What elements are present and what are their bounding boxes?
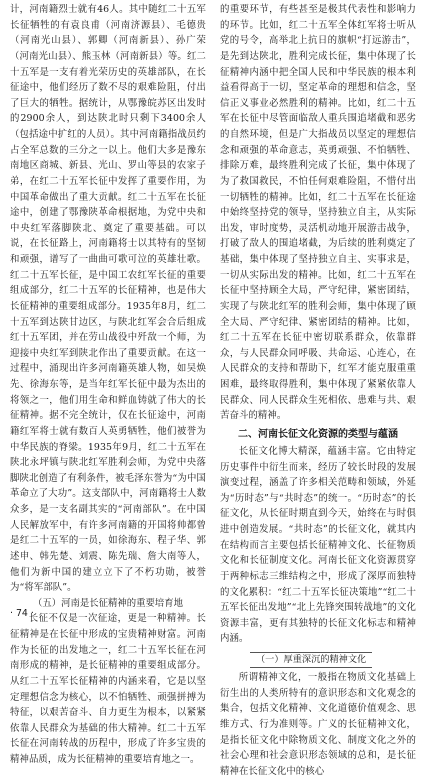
body-paragraph: 所谓精神文化，一般指在物质文化基础上衍生出的人类所特有的意识形态和文化观念的集合，包括文化精神、文化道德价值观念、思维方式、行为准则等。广义的长征精神文化，是指长征文化中除物质文化、制度文化之外的社会心理和社会意识形态领域的总和，是长征精神在长征文化中的核心 <box>220 672 416 777</box>
body-paragraph: 长征不仅是一次征途，更是一种精神。长征精神是在长征中形成的宝贵精神财富。河南作为长征的出发地之一，红二十五军长征在河南形成的精神，是长征精神的重要组成部分。从红二十五军长征精神的内涵来看，它是以坚定理想信念为核心，以不怕牺牲、顽强拼搏为特征，以艰苦奋斗、自力更生为根本，以紧紧依靠人民群众为基础的伟大精神。红二十五军长征在河南转战的历程中，形成了许多宝贵的精神品质，成为长征精神的重要培育地之一。 <box>10 613 206 765</box>
section-heading: 二、河南长征文化资源的类型与蕴涵 <box>238 428 398 440</box>
subsection-heading: （一）厚重深沉的精神文化 <box>250 652 372 668</box>
page-number: · 74 · <box>10 608 34 619</box>
body-paragraph: 长征文化博大精深，蕴涵丰富。它由特定历史事件中衍生而来，经历了较长时段的发展演变过程，涵盖了许多相关范畴和领域，外延为“历时态”与“共时态”的统一。“历时态”的长征文化，从长征时期直到今天，始终在与时俱进中创造发展。“共时态”的长征文化，就其内在结构而言主要包括长征精神文化、长征物质文化和长征制度文化。河南长征文化资源贯穿于两种标志三维结构之中，形成了深厚而独特的文化累积：“红二十五军长征决策地”“红二十五军长征出发地”“北上先锋突围转战地”的文化资源丰富，更有其独特的长征文化标志和精神内涵。 <box>220 445 416 645</box>
left-column <box>10 2 206 768</box>
section-subheading: （五）河南是长征精神的重要培育地 <box>32 597 183 609</box>
body-paragraph: 的重要环节，有些甚至是极其代表性和影响力的环节。比如，红二十五军全体红军将士听从党的号令，高举北上抗日的旗帜“打远游击”，是先到达陕北，胜利完成长征，集中体现了长征精神内涵中把全国人民和中华民族的根本利益看得高于一切，坚定革命的理想和信念，坚信正义事业必然胜利的精神。比如，红二十五军在长征中尽管面临敌人重兵围追堵截和恶劣的自然环境，但是广大指战员以坚定的理想信念和顽强的革命意志，英勇顽强、不怕牺牲、排除万难，最终胜利完成了长征，集中体现了为了救国救民，不怕任何艰难险阻，不惜付出一切牺牲的精神。比如，红二十五军在长征途中始终坚持党的领导，坚持独立自主，从实际出发，审时度势，灵活机动地开展游击战争，打破了敌人的围追堵截，为后续的胜利奠定了基础，集中体现了坚持独立自主、实事求是，一切从实际出发的精神。比如，红二十五军在长征中坚持顾全大局，严守纪律，紧密团结，实现了与陕北红军的胜利会师，集中体现了顾全大局、严守纪律、紧密团结的精神。比如，红二十五军在长征中密切联系群众，依靠群众，与人民群众同呼吸、共命运、心连心，在人民群众的支持和帮助下，红军才能克服重重困难，最终取得胜利，集中体现了紧紧依靠人民群众、同人民群众生死相依、患难与共、艰苦奋斗的精神。 <box>220 4 416 422</box>
body-paragraph: 计，河南籍烈士就有46人。其中随红二十五军长征牺牲的有袁良甫（河南济源县）、毛德贵（河南光山县）、郭卿（河南新县）、孙广荣（河南光山县）、熊玉林（河南新县）等。红二十五军是一支有着光荣历史的英雄部队，在长征途中，他们经历了数不尽的艰难险阻，付出了巨大的牺牲。据统计，从鄂豫皖苏区出发时的2900余人，到达陕北时只剩下3400余人（包括途中扩红的人员）。其中河南籍指战员约占全军总数的三分之一以上。他们大多是豫东南地区商城、新县、光山、罗山等县的农家子弟，在红二十五军长征中发挥了重要作用，为中国革命做出了重大贡献。红二十五军在长征途中，创建了鄂豫陕革命根据地，为党中央和中央红军落脚陕北、奠定了重要基础。可以说，在长征路上，河南籍将士以其特有的坚韧和顽强，谱写了一曲曲可歌可泣的英雄壮歌。红二十五军长征，是中国工农红军长征的重要组成部分，红二十五军的长征精神，也是伟大长征精神的重要组成部分。1935年8月，红二十五军到达陕甘边区，与陕北红军会合后组成红十五军团，并在劳山战役中歼敌一个师，为迎接中央红军到陕北作出了重要贡献。在这一过程中，涌现出许多河南籍英雄人物，如吴焕先、徐海东等，是当年红军长征中最为杰出的将领之一，他们用生命和鲜血铸就了伟大的长征精神。据不完全统计，仅在长征途中，河南籍红军将士就有数百人英勇牺牲，他们被誉为中华民族的脊梁。1935年9月，红二十五军在陕北永坪镇与陕北红军胜利会师，为党中央落脚陕北创造了有利条件，被毛泽东誉为“为中国革命立了大功”。这支部队中，河南籍将士人数众多，是一支名副其实的“河南部队”。在中国人民解放军中，有许多河南籍的开国将帅都曾是红二十五军的一员，如徐海东、程子华、郭述申、韩先楚、刘震、陈先瑞、詹大南等人，他们为新中国的建立立下了不朽功勋，被誉为“将军部队”。 <box>10 4 206 594</box>
right-column <box>220 2 416 779</box>
